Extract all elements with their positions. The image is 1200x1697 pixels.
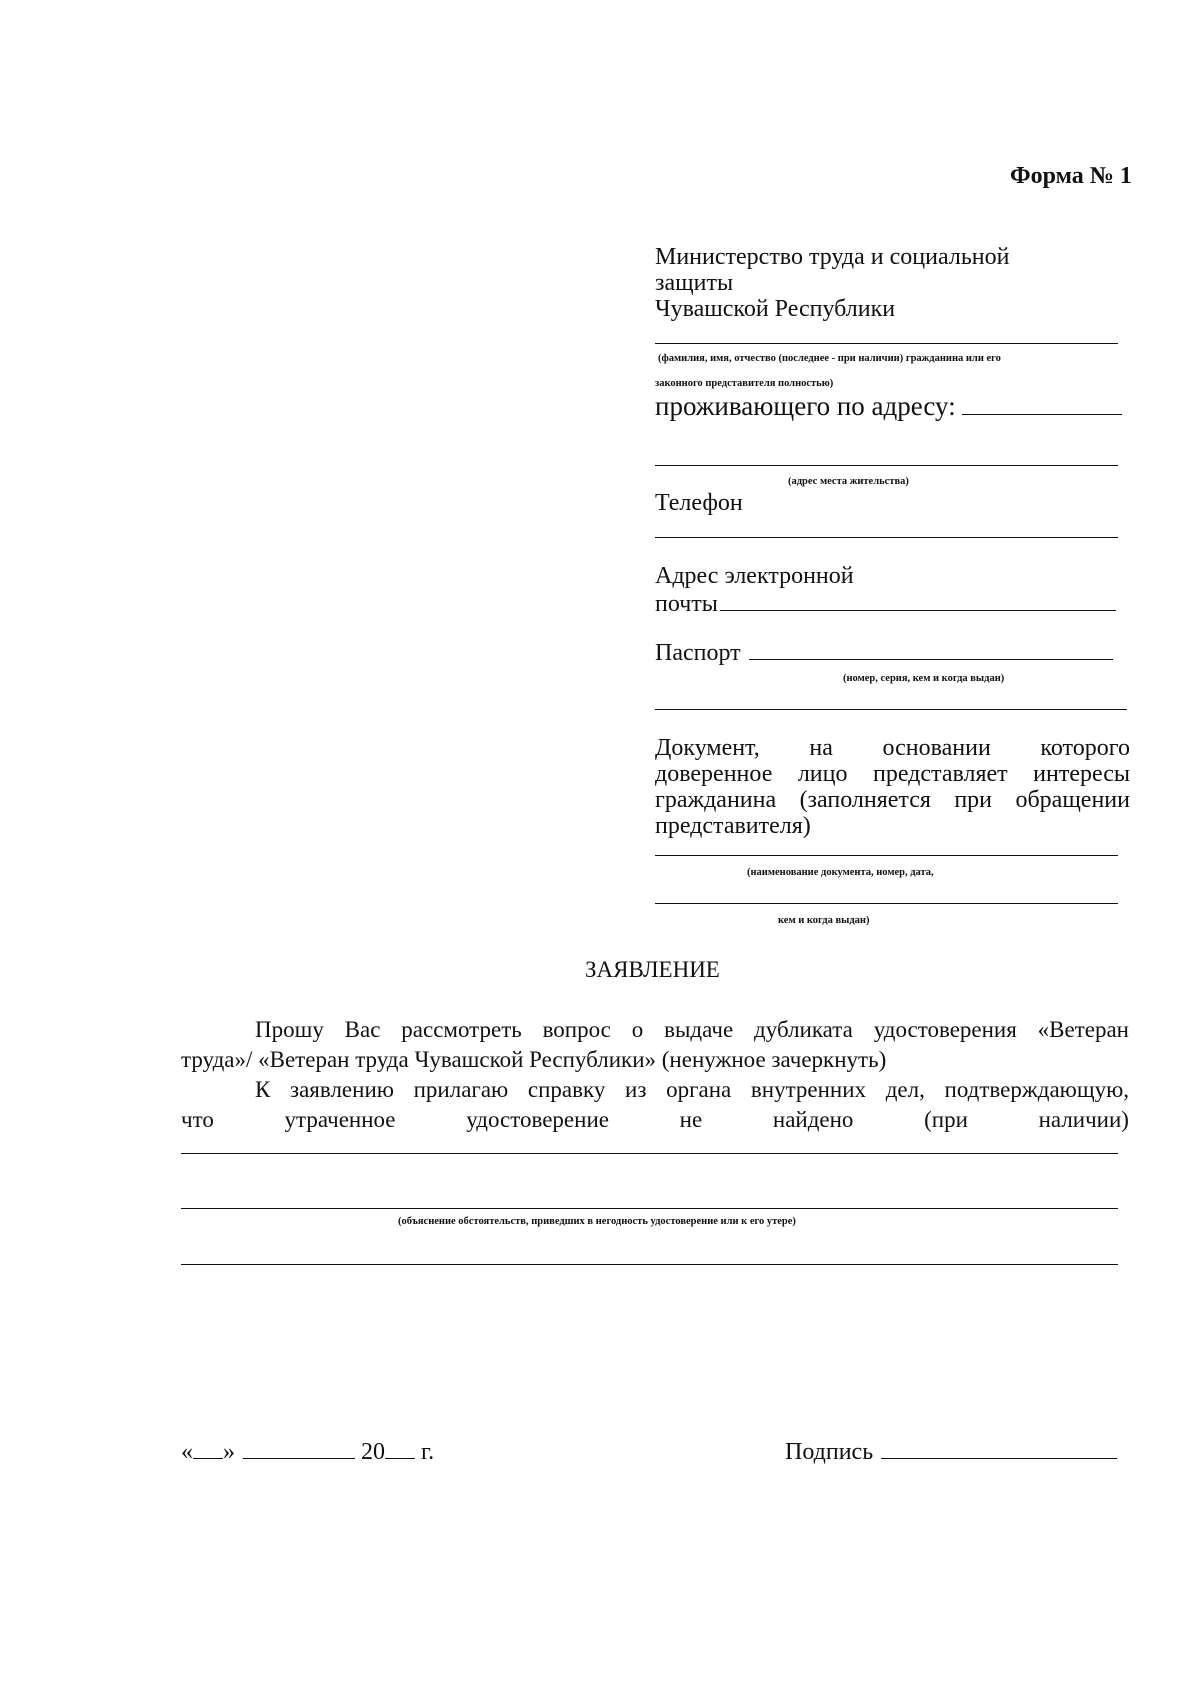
- body-word: не: [679, 1107, 703, 1132]
- full-name-caption-line1: (фамилия, имя, отчество (последнее - при наличии) гражданина или его: [658, 353, 1001, 364]
- explanation-field-line3[interactable]: [181, 1264, 1118, 1265]
- email-field[interactable]: [720, 588, 1116, 611]
- form-number: Форма № 1: [1010, 163, 1132, 189]
- addressee-line3: Чувашской Республики: [655, 296, 896, 322]
- date-row: [181, 1436, 434, 1465]
- passport-caption: (номер, серия, кем и когда выдан): [843, 673, 1005, 684]
- signature-field[interactable]: [881, 1436, 1117, 1459]
- document-line4: представителя): [655, 813, 811, 839]
- explanation-field-line1[interactable]: [181, 1153, 1118, 1154]
- full-name-caption-line2: законного представителя полностью): [655, 378, 834, 389]
- body-word: что: [181, 1107, 214, 1132]
- full-name-field[interactable]: [655, 343, 1118, 344]
- year-suffix: г.: [421, 1439, 435, 1465]
- addressee: [655, 244, 1009, 322]
- day-field[interactable]: [193, 1436, 223, 1459]
- signature-label: Подпись: [785, 1439, 874, 1465]
- document-block: [655, 735, 1130, 839]
- body-word: удостоверение: [466, 1107, 609, 1132]
- body-word: утраченное: [284, 1107, 396, 1132]
- document-caption-line1: (наименование документа, номер, дата,: [747, 867, 934, 878]
- quote-open: «: [181, 1439, 193, 1465]
- document-field-line1[interactable]: [655, 855, 1118, 856]
- document-word: на: [809, 735, 833, 761]
- addressee-line1: Министерство труда и социальной: [655, 244, 1010, 270]
- address-field-line2[interactable]: [655, 465, 1118, 466]
- signature-row: [785, 1436, 1117, 1465]
- phone-field[interactable]: [655, 537, 1118, 538]
- para2-line1: К заявлению прилагаю справку из органа внутренних дел, подтверждающую,: [255, 1077, 1129, 1102]
- phone-label: Телефон: [655, 490, 743, 516]
- document-caption-line2: кем и когда выдан): [778, 915, 870, 926]
- address-label: проживающего по адресу:: [655, 391, 956, 421]
- email-label-line1: Адрес электронной: [655, 563, 854, 589]
- address-row: [655, 391, 1122, 421]
- passport-field[interactable]: [749, 637, 1113, 660]
- body-text: [181, 1015, 1129, 1135]
- para2-line2: [181, 1105, 1129, 1135]
- explanation-field-line2[interactable]: [181, 1208, 1118, 1209]
- email-row: [655, 588, 1116, 617]
- address-field-inline[interactable]: [962, 392, 1122, 415]
- document-word: которого: [1040, 735, 1130, 761]
- document-word: основании: [882, 735, 991, 761]
- document-line2: доверенное лицо представляет интересы: [655, 761, 1130, 787]
- year-prefix: 20: [361, 1439, 385, 1465]
- body-word: найдено: [772, 1107, 854, 1132]
- quote-close: »: [223, 1439, 235, 1465]
- document-line1: [655, 735, 1130, 761]
- explanation-caption: (объяснение обстоятельств, приведших в негодность удостоверение или к его утере): [398, 1216, 796, 1227]
- passport-field-line2[interactable]: [655, 709, 1127, 710]
- month-field[interactable]: [243, 1436, 355, 1459]
- para1-line1: Прошу Вас рассмотреть вопрос о выдаче дубликата удостоверения «Ветеран: [255, 1017, 1129, 1042]
- document-field-line2[interactable]: [655, 903, 1118, 904]
- passport-label: Паспорт: [655, 640, 741, 666]
- email-label-line2: почты: [655, 591, 718, 617]
- para1-line2: труда»/ «Ветеран труда Чувашской Республики» (ненужное зачеркнуть): [181, 1047, 887, 1072]
- document-word: Документ,: [655, 735, 760, 761]
- body-word: наличии): [1038, 1107, 1129, 1132]
- addressee-line2: защиты: [655, 270, 734, 296]
- document-line3: гражданина (заполняется при обращении: [655, 787, 1130, 813]
- year-field[interactable]: [385, 1436, 415, 1459]
- page-title: ЗАЯВЛЕНИЕ: [585, 957, 720, 982]
- passport-row: [655, 637, 1113, 666]
- body-word: (при: [924, 1107, 968, 1132]
- address-caption: (адрес места жительства): [788, 476, 909, 487]
